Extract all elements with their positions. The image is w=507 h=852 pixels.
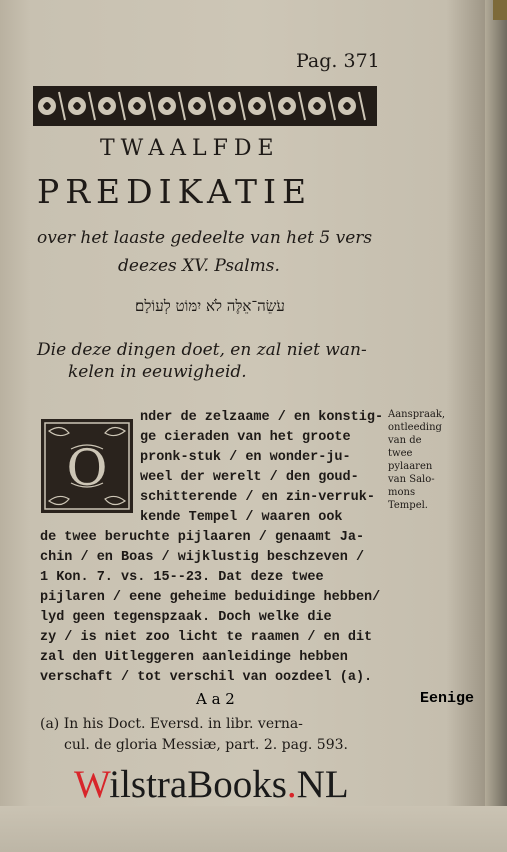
- page-number: Pag. 371: [296, 50, 380, 72]
- margin-note-line: twee: [388, 448, 413, 459]
- subtitle-line-1: over het laaste gedeelte van het 5 vers: [37, 228, 373, 248]
- hebrew-verse: עֹשֵׂה־אֵלֶּה לֹא יִמּוֹט לְעוֹלָם׃: [135, 297, 285, 315]
- body-line: kende Tempel / waaren ook: [140, 510, 343, 525]
- footnote-line-2: cul. de gloria Messiæ, part. 2. pag. 593.: [64, 737, 348, 753]
- margin-note-line: ontleeding: [388, 422, 442, 433]
- margin-note-line: van de: [388, 435, 422, 446]
- verse-translation-line-2: kelen in eeuwigheid.: [68, 362, 247, 382]
- chapter-number-heading: TWAALFDE: [100, 136, 280, 161]
- margin-note-line: mons: [388, 487, 416, 498]
- body-line: ge cieraden van het groote: [140, 430, 351, 445]
- margin-note-line: pylaaren: [388, 461, 433, 472]
- body-line: chin / en Boas / wijklustig beschzeven /: [40, 550, 365, 565]
- body-line: lyd geen tegenspzaak. Doch welke die: [40, 610, 332, 625]
- signature-mark: A a 2: [196, 690, 235, 708]
- subtitle-line-2: deezes XV. Psalms.: [118, 256, 280, 276]
- chapter-title-heading: PREDIKATIE: [37, 172, 313, 211]
- body-line: 1 Kon. 7. vs. 15--23. Dat deze twee: [40, 570, 324, 585]
- verse-translation-line-1: Die deze dingen doet, en zal niet wan-: [37, 340, 367, 360]
- ornament-band-icon: [33, 86, 377, 126]
- body-line: nder de zelzaame / en konstig-: [140, 410, 384, 425]
- body-line: zal den Uitleggeren aanleidinge hebben: [40, 650, 348, 665]
- bottom-margin: [0, 806, 507, 852]
- margin-note-line: Tempel.: [388, 500, 428, 511]
- margin-note-line: Aanspraak,: [388, 409, 446, 420]
- watermark-first-letter: W: [74, 763, 110, 806]
- body-line: verschaft / tot verschil van oozdeel (a).: [40, 670, 373, 685]
- body-line: pronk-stuk / en wonder-ju-: [140, 450, 351, 465]
- body-line: schitterende / en zin-verruk-: [140, 490, 375, 505]
- margin-note-line: van Salo-: [388, 474, 435, 485]
- watermark-dot: .: [286, 763, 297, 806]
- drop-cap-letter: O: [66, 439, 108, 497]
- body-line: weel der werelt / den goud-: [140, 470, 359, 485]
- catchword: Eenige: [420, 690, 475, 707]
- brass-clip: [493, 0, 507, 20]
- watermark-tld: NL: [296, 763, 349, 806]
- decorated-drop-cap: [41, 419, 133, 513]
- watermark-logo: [74, 762, 349, 807]
- watermark-middle: ilstraBooks: [109, 763, 287, 806]
- body-line: de twee beruchte pijlaaren / genaamt Ja-: [40, 530, 365, 545]
- page-edge-shadow: [485, 0, 507, 852]
- body-line: zy / is niet zoo licht te raamen / en dit: [40, 630, 373, 645]
- body-line: pijlaren / eene geheime beduidinge hebben/: [40, 590, 381, 605]
- footnote-line-1: (a) In his Doct. Eversd. in libr. verna-: [40, 716, 303, 732]
